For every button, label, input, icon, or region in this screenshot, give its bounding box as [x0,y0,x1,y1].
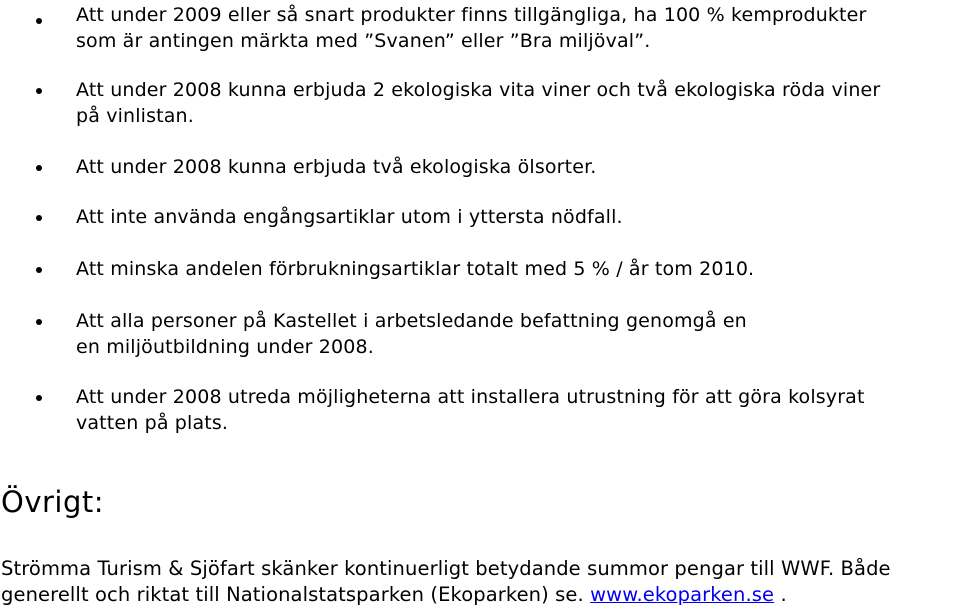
bullet-line: som är antingen märkta med ”Svanen” eller ”Bra miljöval”. [76,30,651,52]
bullet-icon [36,165,42,171]
bullet-line: Att inte använda engångsartiklar utom i yttersta nödfall. [76,206,623,228]
bullet-text [76,384,956,436]
bullet-line: Att under 2008 kunna erbjuda 2 ekologiska vita viner och två ekologiska röda viner [76,79,881,101]
bullet-text [76,154,956,180]
bullet-line: Att minska andelen förbrukningsartiklar totalt med 5 % / år tom 2010. [76,258,755,280]
section-heading: Övrigt: [1,485,105,519]
bullet-text [76,256,956,282]
bullet-icon [36,215,42,221]
bullet-icon [36,18,42,24]
bullet-text [76,308,956,360]
bullet-line: Att under 2008 utreda möjligheterna att installera utrustning för att göra kolsyrat [76,386,865,408]
footer-trailing: . [774,583,787,606]
bullet-line: Att alla personer på Kastellet i arbetsledande befattning genomgå en [76,310,747,332]
bullet-line: Att under 2008 kunna erbjuda två ekologiska ölsorter. [76,156,597,178]
bullet-line: vatten på plats. [76,412,229,434]
bullet-icon [36,319,42,325]
bullet-text [76,204,956,230]
footer-line: Strömma Turism & Sjöfart skänker kontinuerligt betydande summor pengar till WWF. Både [1,557,891,580]
footer-paragraph [1,556,959,608]
bullet-text [76,2,956,54]
bullet-text [76,77,956,129]
bullet-icon [36,395,42,401]
bullet-line: en miljöutbildning under 2008. [76,336,374,358]
bullet-icon [36,267,42,273]
bullet-icon [36,88,42,94]
bullet-line: på vinlistan. [76,105,194,127]
bullet-line: Att under 2009 eller så snart produkter finns tillgängliga, ha 100 % kemprodukter [76,4,867,26]
ekoparken-link[interactable]: www.ekoparken.se [590,583,775,606]
footer-text: generellt och riktat till Nationalstatsparken (Ekoparken) se. [1,583,584,606]
